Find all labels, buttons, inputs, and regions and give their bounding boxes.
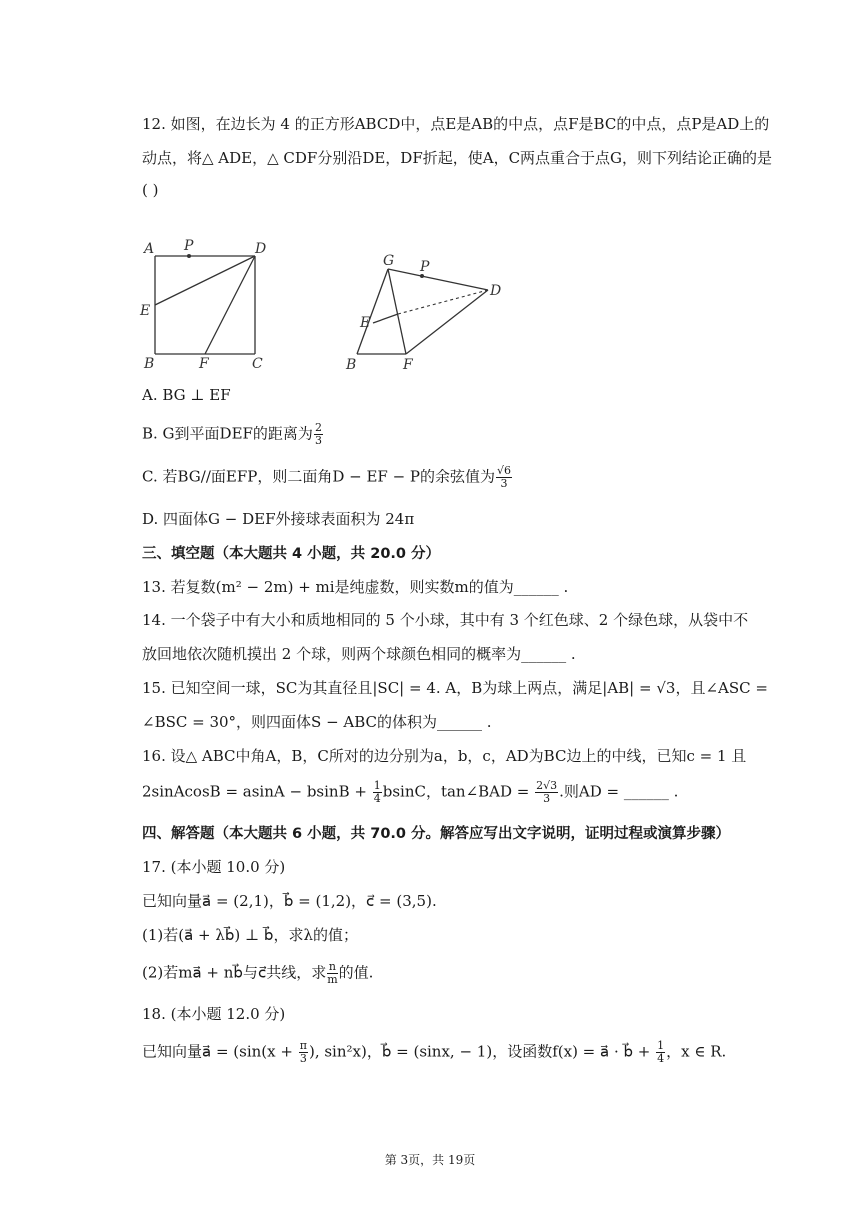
q16-eq-part-1: 2sinAcosB = asinA − bsinB + — [142, 782, 372, 801]
label-b: B — [144, 356, 155, 372]
label-g: G — [383, 253, 395, 269]
q12-option-b — [142, 422, 324, 447]
q18-eq-part-2: ), sin²x)，b⃗ = (sinx, − 1)，设函数f(x) = a⃗ · b⃗ + — [308, 1042, 656, 1061]
figure-square-abcd — [135, 237, 285, 372]
fraction-1-4: $\frac{1}{4}$ — [657, 1039, 665, 1065]
q14-line-1: 14. 一个袋子中有大小和质地相同的 5 个小球，其中有 3 个红色球、2 个绿色球，从袋中不 — [142, 611, 749, 629]
q12-option-c — [142, 465, 513, 490]
q18-heading: 18. (本小题 12.0 分) — [142, 1005, 286, 1023]
label-f: F — [403, 357, 413, 373]
q12-line-1: 12. 如图，在边长为 4 的正方形ABCD中，点E是AB的中点，点F是BC的中点，点P是AD上的 — [142, 115, 770, 133]
fraction-2sqrt3-3: $\frac{2√3}{3}$ — [536, 779, 558, 805]
q12-line-2: 动点，将△ ADE，△ CDF分别沿DE，DF折起，使A，C两点重合于点G，则下列结论正确的是 — [142, 149, 773, 167]
fraction-sqrt6-3: $\frac{√6}{3}$ — [497, 464, 512, 490]
figure-folded-tetrahedron — [340, 250, 515, 375]
q16-line-1: 16. 设△ ABC中角A，B，C所对的边分别为a，b，c，AD为BC边上的中线，已知c = 1 且 — [142, 747, 747, 765]
q12-option-a: A. BG ⊥ EF — [142, 386, 231, 404]
q17-line-2: (1)若(a⃗ + λb⃗) ⊥ b⃗，求λ的值； — [142, 926, 358, 944]
label-p: P — [184, 238, 194, 254]
section-4-heading: 四、解答题（本大题共 6 小题，共 70.0 分。解答应写出文字说明，证明过程或演算步骤） — [142, 826, 731, 842]
edge-ed — [155, 256, 255, 305]
q17-line-3 — [142, 961, 373, 986]
q16-eq-part-2: bsinC，tan∠BAD = — [382, 782, 535, 801]
label-e: E — [360, 315, 371, 331]
fraction-2-3: $\frac{2}{3}$ — [314, 421, 322, 447]
q15-line-2: ∠BSC = 30°，则四面体S − ABC的体积为______ . — [142, 713, 492, 731]
label-d: D — [490, 283, 502, 299]
q18-eq-part-1: 已知向量a⃗ = (sin(x + — [142, 1042, 298, 1061]
label-f: F — [199, 356, 209, 372]
fraction-pi-3: $\frac{\pi}{3}$ — [299, 1039, 307, 1065]
edge-ed-hidden — [398, 290, 488, 314]
edge-e-mid — [373, 314, 398, 323]
fraction-1-4: $\frac{1}{4}$ — [373, 779, 381, 805]
q12-line-3: ( ) — [142, 181, 159, 199]
label-p: P — [420, 259, 430, 275]
edge-gf — [388, 269, 406, 354]
edge-fd — [205, 256, 255, 354]
label-e: E — [140, 303, 151, 319]
q16-eq-part-3: .则AD = ______ . — [559, 782, 679, 801]
q17-heading: 17. (本小题 10.0 分) — [142, 858, 286, 876]
point-p — [187, 254, 191, 258]
q17-part2-suffix: 的值. — [338, 963, 374, 982]
label-a: A — [144, 241, 155, 257]
q18-eq-part-3: ，x ∈ R. — [666, 1042, 727, 1061]
page-footer: 第 3页，共 19页 — [384, 1153, 476, 1167]
q13-text: 13. 若复数(m² − 2m) + mi是纯虚数，则实数m的值为______ . — [142, 578, 569, 596]
q15-line-1: 15. 已知空间一球，SC为其直径且|SC| = 4. A，B为球上两点，满足|AB| = √3，且∠ASC = — [142, 679, 768, 697]
label-b: B — [346, 357, 357, 373]
label-c: C — [252, 356, 263, 372]
q17-part2-text: (2)若ma⃗ + nb⃗与c⃗共线，求 — [142, 963, 327, 982]
section-3-heading: 三、填空题（本大题共 4 小题，共 20.0 分） — [142, 546, 441, 562]
edge-gd — [388, 269, 488, 290]
q16-line-2 — [142, 780, 678, 805]
q17-line-1: 已知向量a⃗ = (2,1)，b⃗ = (1,2)，c⃗ = (3,5). — [142, 892, 437, 910]
q14-line-2: 放回地依次随机摸出 2 个球，则两个球颜色相同的概率为______ . — [142, 645, 576, 663]
fraction-n-m: $\frac{n}{m}$ — [327, 960, 338, 986]
label-d: D — [255, 241, 267, 257]
edge-gb — [357, 269, 388, 354]
q12-option-d: D. 四面体G − DEF外接球表面积为 24π — [142, 510, 415, 528]
edge-fd — [406, 290, 488, 354]
option-c-text: C. 若BG//面EFP，则二面角D − EF − P的余弦值为 — [142, 467, 496, 486]
q18-line-1 — [142, 1040, 726, 1065]
option-b-text: B. G到平面DEF的距离为 — [142, 424, 313, 443]
